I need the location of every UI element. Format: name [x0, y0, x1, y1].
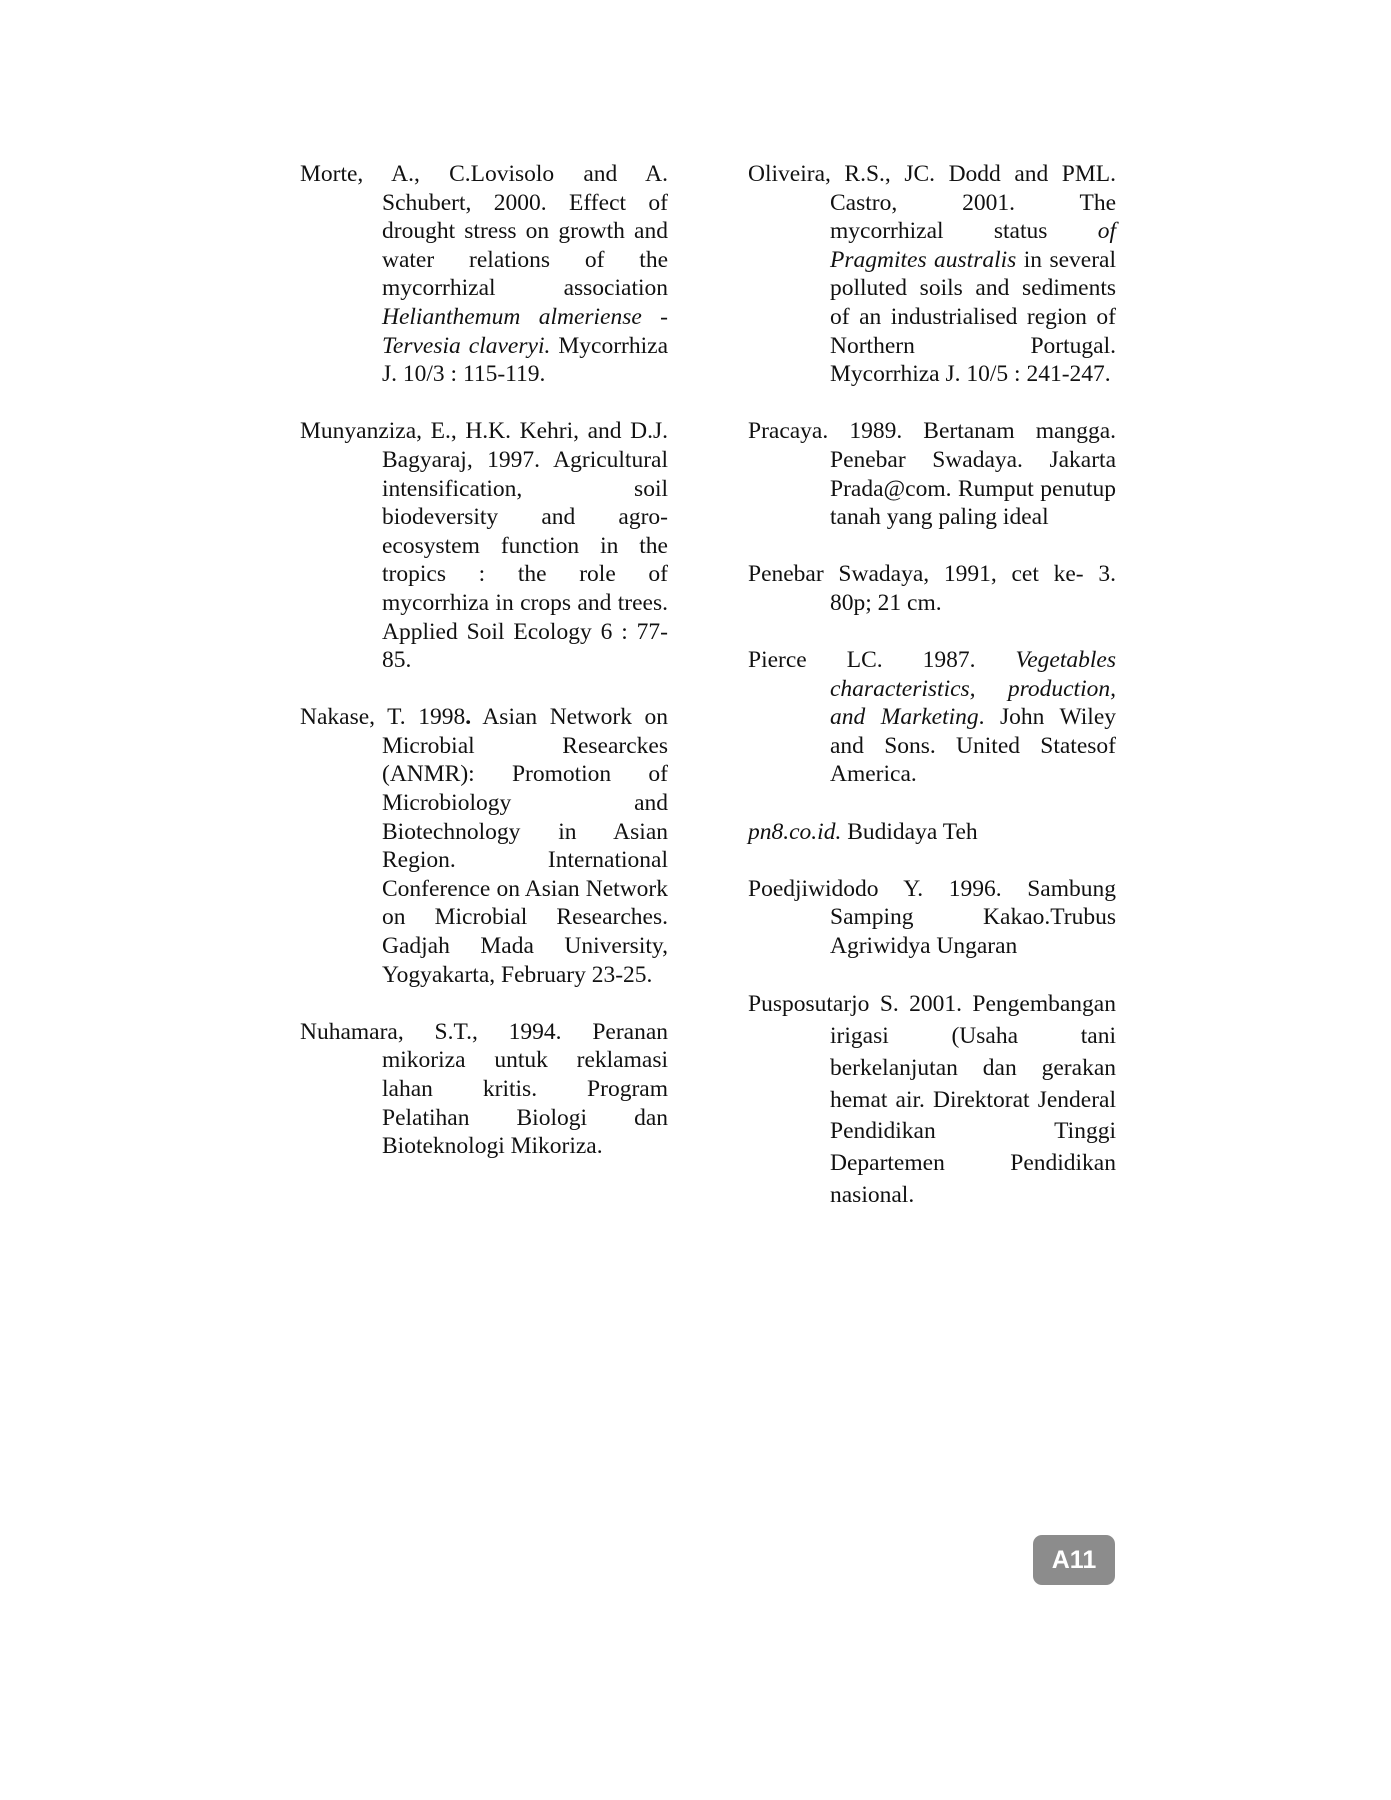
reference-pusposutarjo: [748, 989, 1116, 1212]
reference-poedjiwidodo: [748, 875, 1116, 961]
reference-text: Munyanziza, E., H.K. Kehri, and D.J. Bagyaraj, 1997. Agricultural intensification, soil biodeversity and agro-ecosystem function in the tropics : the role of mycorrhiza in crops and trees. Applied Soil Ecology 6 : 77-85.: [300, 418, 668, 674]
reference-italic-text: Vegetables characteristics, production, and Marketing: [830, 647, 1116, 731]
reference-nakase: [300, 703, 668, 989]
references-left-column: [300, 160, 668, 1189]
reference-text: Oliveira, R.S., JC. Dodd and PML. Castro, 2001. The mycorrhizal status: [748, 161, 1116, 245]
reference-pracaya: [748, 417, 1116, 531]
reference-text: in several polluted soils and sediments of an industrialised region of Northern Portugal. Mycorrhiza J. 10/5 : 241-247.: [830, 246, 1116, 388]
reference-text: Pusposutarjo S. 2001. Pengembangan irigasi (Usaha tani berkelanjutan dan gerakan hemat air. Direktorat Jenderal Pendidikan Tinggi Departemen Pendidikan nasional.: [748, 991, 1116, 1208]
reference-nuhamara: [300, 1018, 668, 1161]
page-number-badge: A11: [1033, 1535, 1115, 1585]
reference-text: Nakase, T. 1998: [300, 704, 466, 731]
reference-bold-text: .: [465, 704, 472, 731]
reference-text: Penebar Swadaya, 1991, cet ke- 3. 80p; 21 cm.: [748, 561, 1116, 616]
reference-text: . John Wiley and Sons. United Statesof America.: [830, 704, 1117, 788]
reference-italic-text: of Pragmites australis: [830, 218, 1116, 273]
reference-oliveira: [748, 160, 1116, 389]
reference-text: Morte, A., C.Lovisolo and A. Schubert, 2000. Effect of drought stress on growth and water relations of the mycorrhizal association: [300, 161, 668, 302]
reference-morte: [300, 160, 668, 389]
reference-text: Poedjiwidodo Y. 1996. Sambung Samping Kakao.Trubus Agriwidya Ungaran: [748, 875, 1116, 960]
reference-text: Pracaya. 1989. Bertanam mangga. Penebar Swadaya. Jakarta Prada@com. Rumput penutup tanah yang paling ideal: [748, 418, 1116, 531]
reference-text: Budidaya Teh: [841, 818, 978, 845]
reference-text: Asian Network on Microbial Researckes (ANMR): Promotion of Microbiology and Biotechnology in Asian Region. International Conference on Asian Network on Microbial Researches. Gadjah Mada University, Yogyakarta, February 23-25.: [382, 704, 668, 988]
reference-pn8: [748, 818, 1116, 847]
reference-text: Pierce LC. 1987.: [748, 647, 1016, 674]
reference-text: Mycorrhiza J. 10/3 : 115-119.: [382, 332, 668, 388]
references-right-column: [748, 160, 1116, 1240]
reference-munyanziza: [300, 417, 668, 674]
reference-penebar-swadaya: [748, 560, 1116, 617]
reference-italic-text: pn8.co.id.: [748, 818, 842, 845]
reference-text: Nuhamara, S.T., 1994. Peranan mikoriza untuk reklamasi lahan kritis. Program Pelatihan Biologi dan Bioteknologi Mikoriza.: [300, 1018, 668, 1160]
reference-pierce: [748, 646, 1116, 789]
reference-italic-text: Helianthemum almeriense - Tervesia claveryi.: [382, 303, 668, 359]
